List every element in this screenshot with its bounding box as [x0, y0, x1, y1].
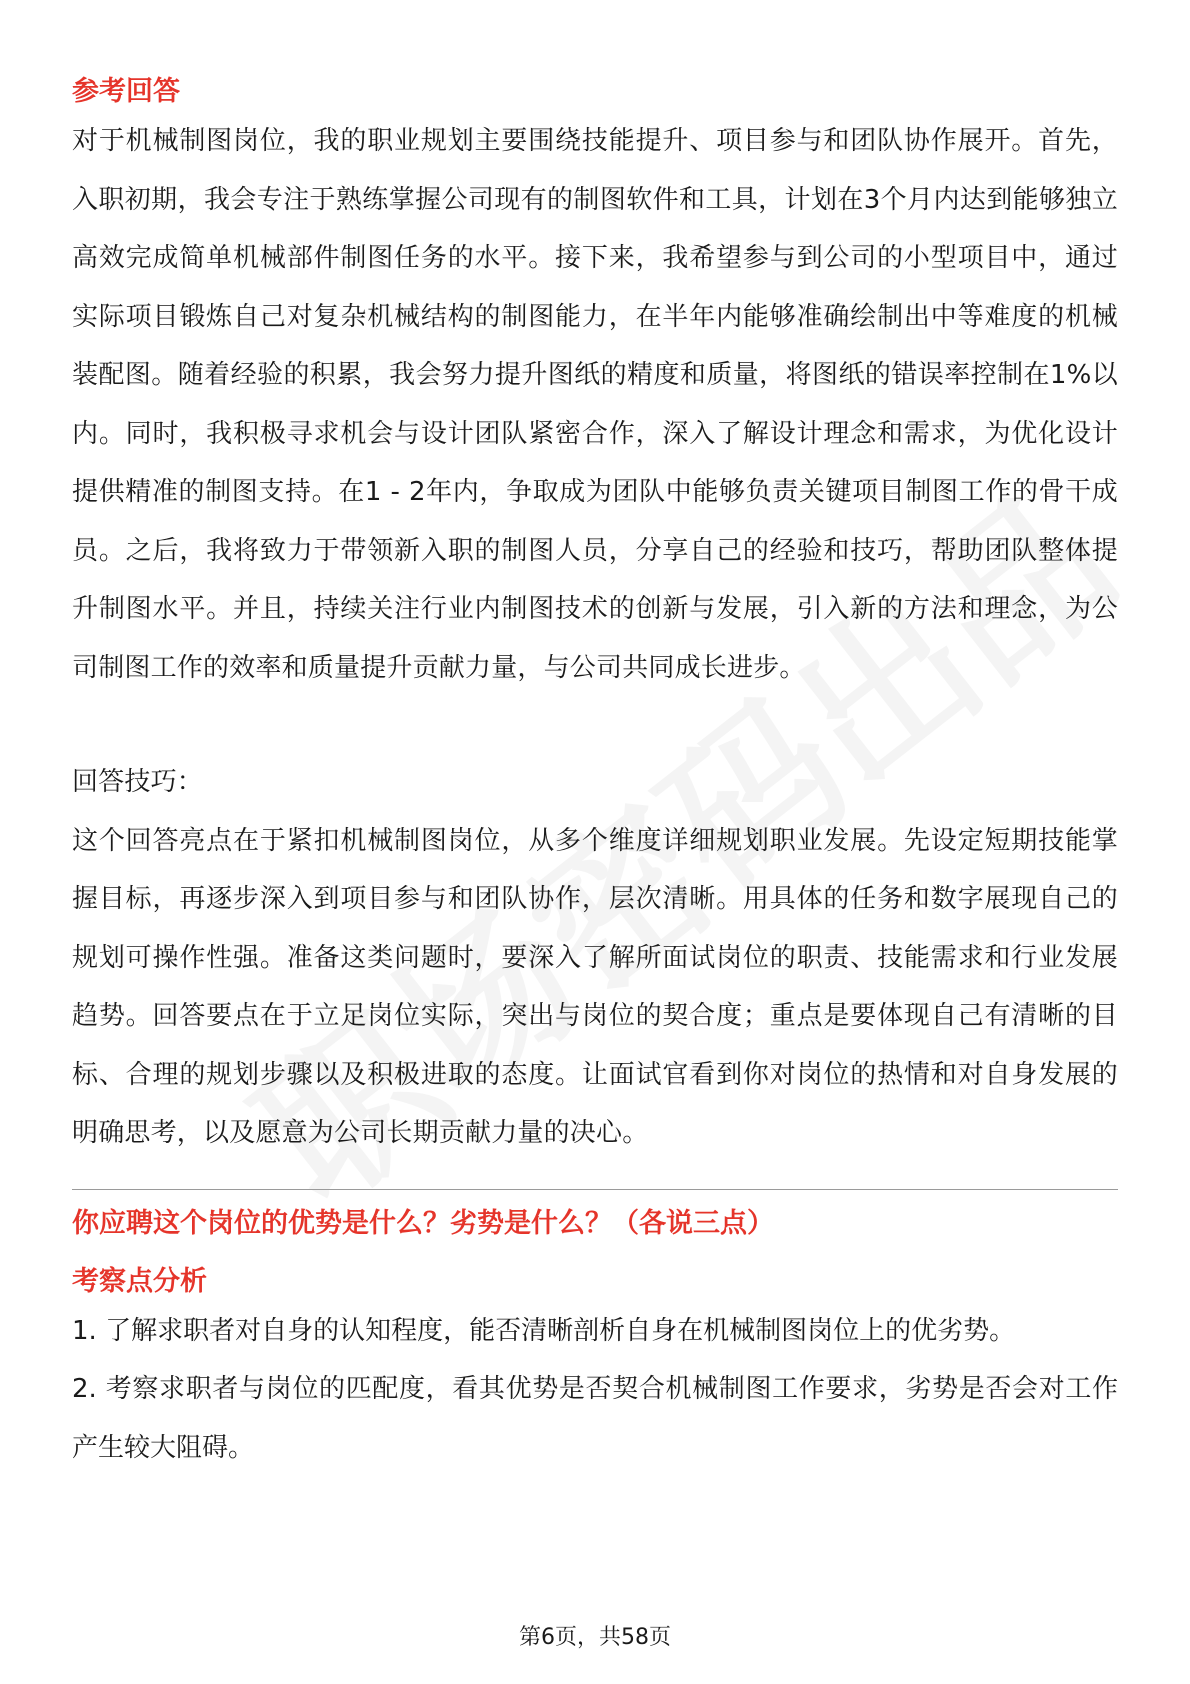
reference-answer-paragraph: 对于机械制图岗位，我的职业规划主要围绕技能提升、项目参与和团队协作展开。首先，入职初期，我会专注于熟练掌握公司现有的制图软件和工具，计划在3个月内达到能够独立高效完成简单机械部件制图任务的水平。接下来，我希望参与到公司的小型项目中，通过实际项目锻炼自己对复杂机械结构的制图能力，在半年内能够准确绘制出中等难度的机械装配图。随着经验的积累，我会努力提升图纸的精度和质量，将图纸的错误率控制在1%以内。同时，我积极寻求机会与设计团队紧密合作，深入了解设计理念和需求，为优化设计提供精准的制图支持。在1 - 2年内，争取成为团队中能够负责关键项目制图工作的骨干成员。之后，我将致力于带领新入职的制图人员，分享自己的经验和技巧，帮助团队整体提升制图水平。并且，持续关注行业内制图技术的创新与发展，引入新的方法和理念，为公司制图工作的效率和质量提升贡献力量，与公司共同成长进步。 — [72, 126, 1118, 683]
reference-answer-heading: 参考回答 — [72, 76, 180, 107]
analysis-heading: 考察点分析 — [72, 1265, 207, 1297]
question-heading: 你应聘这个岗位的优势是什么？劣势是什么？（各说三点） — [72, 1207, 774, 1239]
section-divider — [72, 1189, 1118, 1190]
tips-label: 回答技巧： — [72, 767, 204, 797]
analysis-item-1: 1. 了解求职者对自身的认知程度，能否清晰剖析自身在机械制图岗位上的优劣势。 — [72, 1315, 1016, 1346]
spacer — [72, 697, 1118, 753]
document-page — [72, 72, 1118, 1477]
tips-paragraph: 这个回答亮点在于紧扣机械制图岗位，从多个维度详细规划职业发展。先设定短期技能掌握目标，再逐步深入到项目参与和团队协作，层次清晰。用具体的任务和数字展现自己的规划可操作性强。准备这类问题时，要深入了解所面试岗位的职责、技能需求和行业发展趋势。回答要点在于立足岗位实际，突出与岗位的契合度；重点是要体现自己有清晰的目标、合理的规划步骤以及积极进取的态度。让面试官看到你对岗位的热情和对自身发展的明确思考，以及愿意为公司长期贡献力量的决心。 — [72, 825, 1118, 1148]
page-number: 第6页，共58页 — [519, 1625, 671, 1650]
analysis-item-2: 2. 考察求职者与岗位的匹配度，看其优势是否契合机械制图工作要求，劣势是否会对工作产生较大阻碍。 — [72, 1374, 1118, 1463]
